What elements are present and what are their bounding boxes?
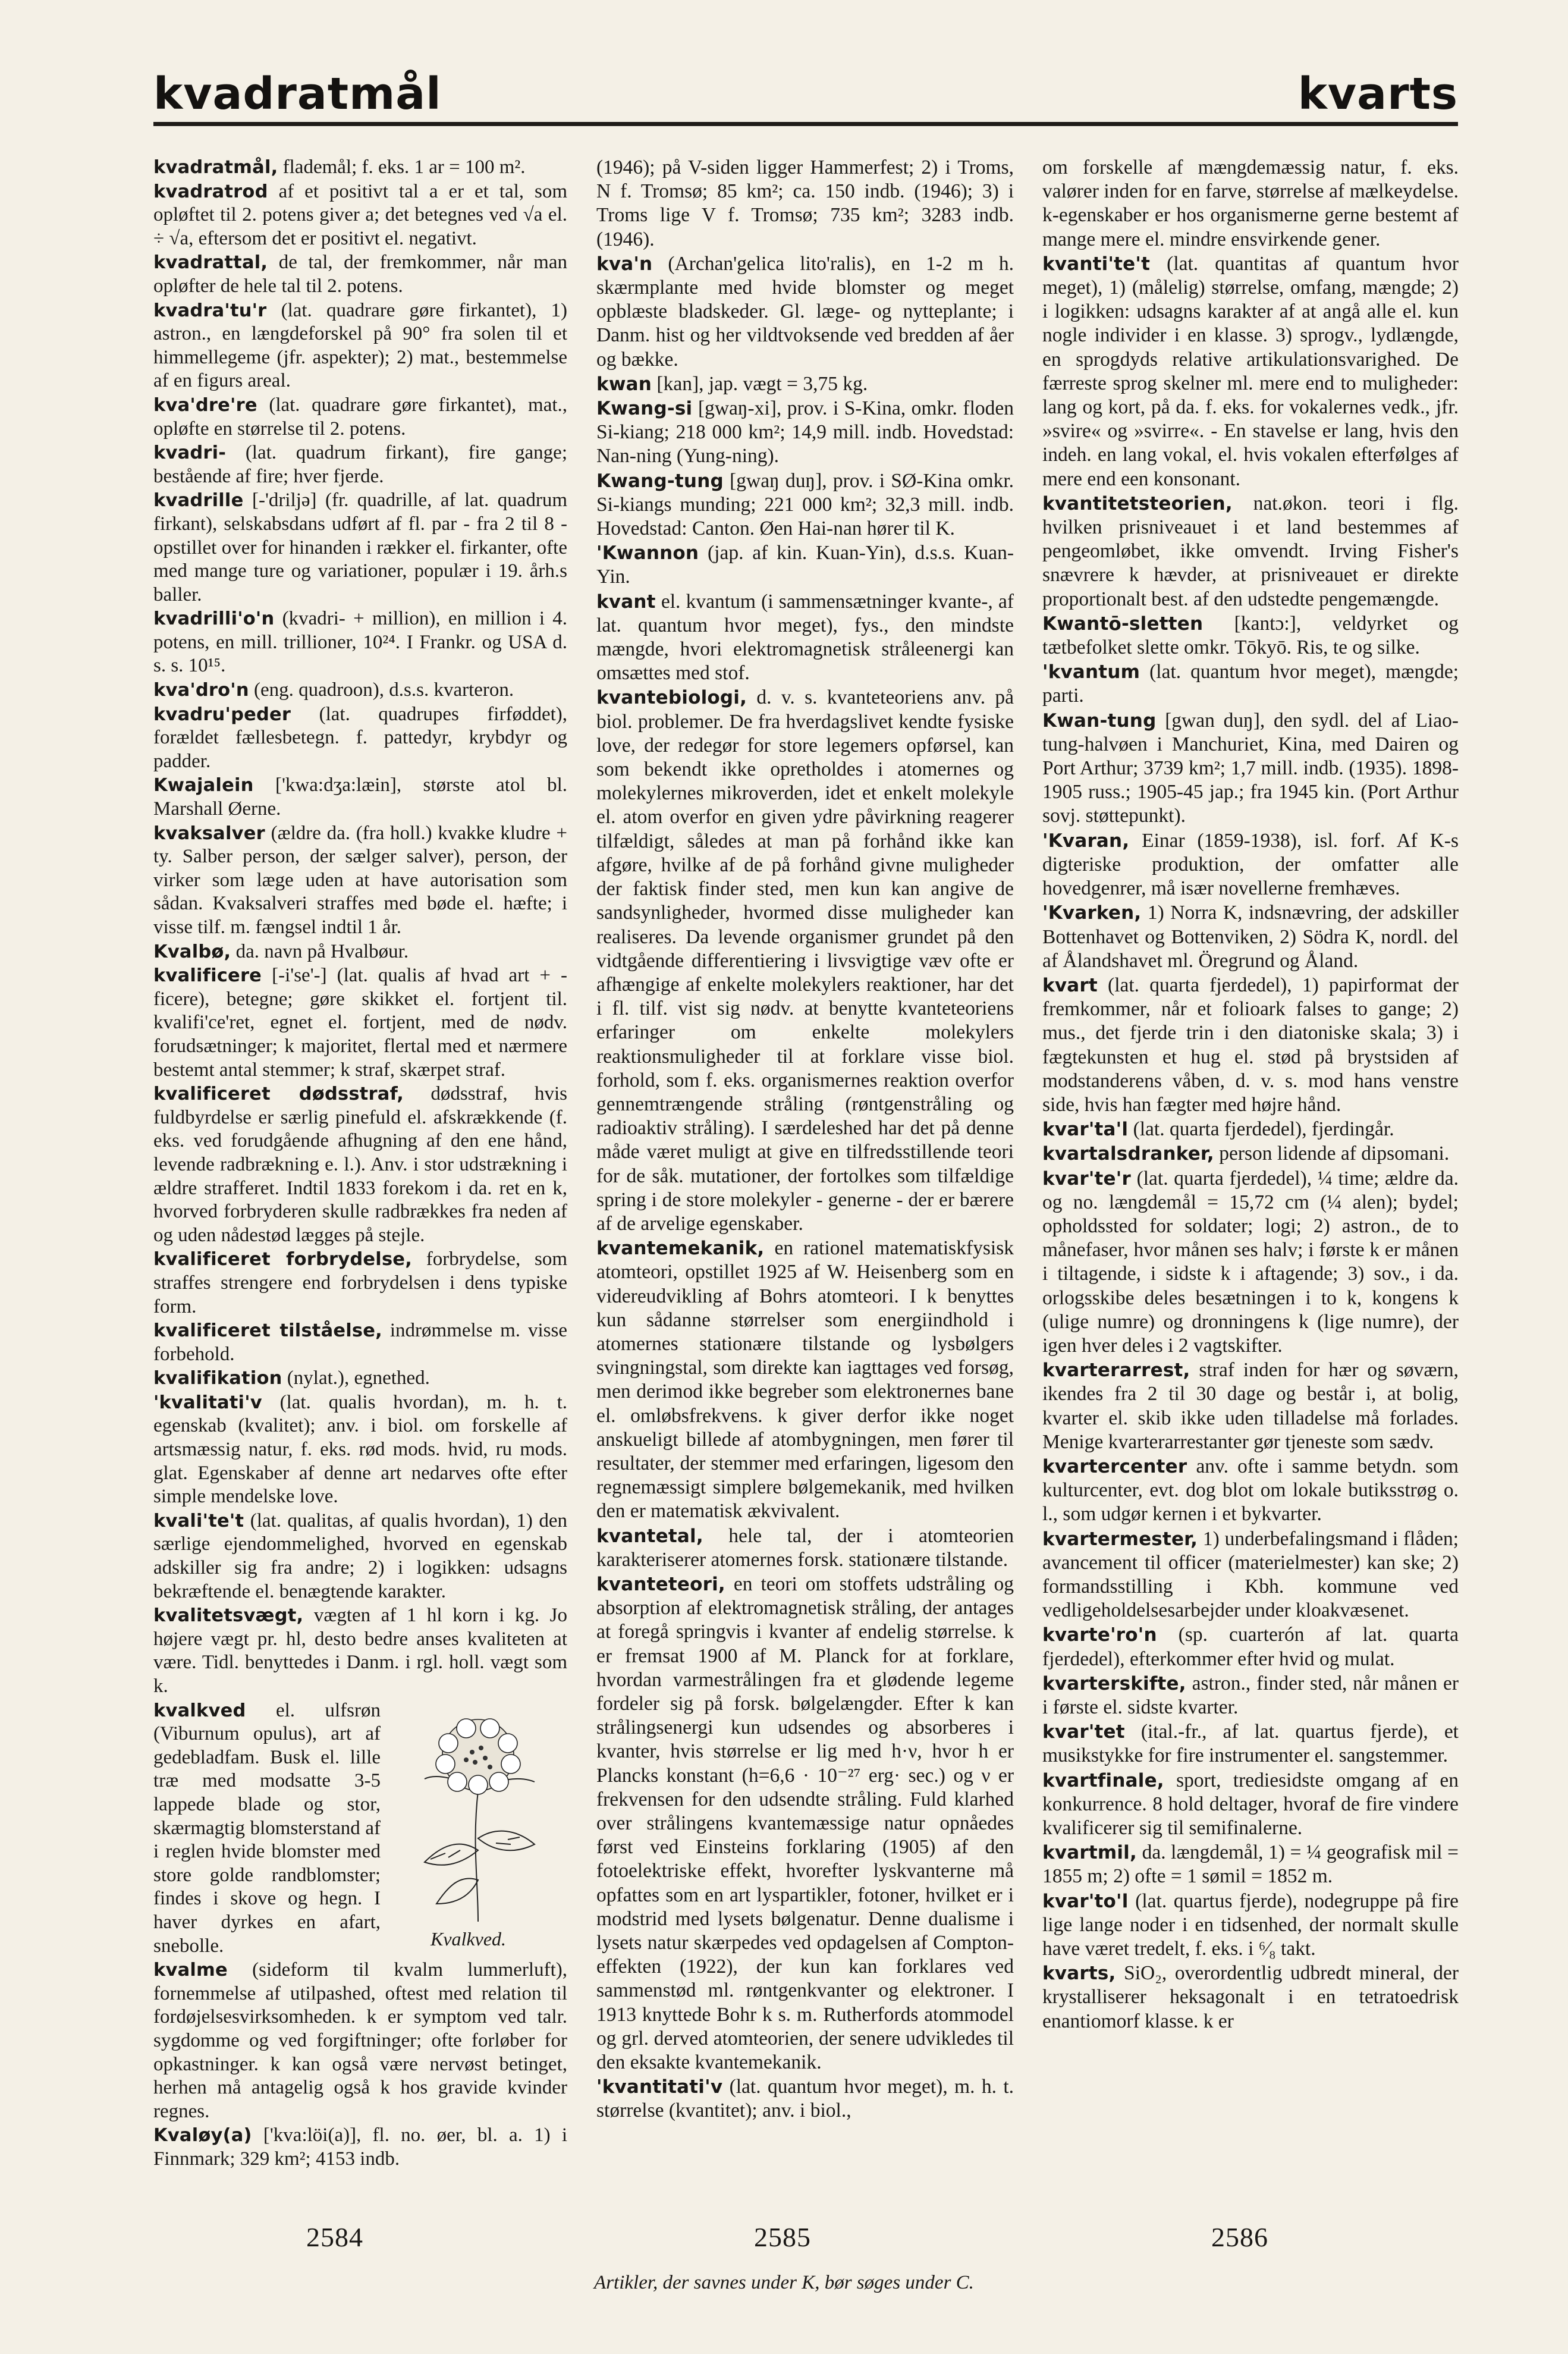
dictionary-entry — [596, 1524, 1014, 1572]
dictionary-entry — [153, 251, 567, 298]
headword: kva'dre're — [153, 394, 257, 416]
header-rule — [153, 122, 1458, 126]
entry-text: (Archan'gelica lito'ralis), en 1-2 m h. skærmplante med hvide blomster og meget opblæste bladskeder. Gl. læge- og nytteplante; i Danm. hist og her vildtvoksende ved bredden af åer og bække. — [596, 252, 1014, 371]
headword: kvalkved — [153, 1700, 246, 1721]
page-number-1: 2584 — [306, 2222, 363, 2252]
headword: kva'n — [596, 253, 653, 275]
headword: Kwantō-sletten — [1042, 613, 1204, 635]
headword: kvalificere — [153, 965, 262, 987]
column-3 — [1042, 156, 1459, 2034]
dictionary-entry — [1042, 829, 1459, 901]
headword: kvartermester, — [1042, 1528, 1198, 1550]
headword: 'Kvaran, — [1042, 830, 1130, 852]
running-head-left: kvadratmål — [153, 68, 442, 120]
entry-text: sport, trediesidste omgang af en konkurrence. 8 hold deltager, hvoraf de fire vindere kvalificerer sig til semifinalerne. — [1042, 1769, 1459, 1840]
column-1 — [153, 156, 567, 2171]
headword: kvar'to'l — [1042, 1890, 1129, 1912]
flower-icon — [389, 1702, 567, 1928]
headword: kvanteteori, — [596, 1573, 725, 1595]
dictionary-entry — [1042, 1623, 1459, 1671]
headword: Kwan-tung — [1042, 710, 1157, 732]
entry-text: nat.økon. teori i flg. hvilken prisniveauet i et land bestemmes af pengeomløbet, ikke omvendt. Irving Fisher's snævrere k hævder, at prisniveauet er direkte proportionalt best. af den udstedte pengemængde. — [1042, 492, 1459, 610]
footer-note: Artikler, der savnes under K, bør søges under C. — [594, 2272, 974, 2293]
entry-text: (kvadri- + million), en million i 4. potens, en mill. trillioner, 10²⁴. I Frankr. og USA d. s. s. 10¹⁵. — [153, 608, 567, 677]
headword: kvalificeret dødsstraf, — [153, 1084, 404, 1105]
dictionary-entry — [153, 1248, 567, 1319]
dictionary-entry — [153, 1319, 567, 1366]
dictionary-entry — [153, 703, 567, 774]
headword: kvalitetsvægt, — [153, 1605, 304, 1627]
headword: kva'dro'n — [153, 680, 249, 701]
entry-text: om forskelle af mængdemæssig natur, f. eks. valører inden for en farve, størrelse af mælkeydelse. k-egenskaber er hos organismerne gerne bestemt af mange mere el. mindre ensvirkende gener. — [1042, 156, 1459, 250]
headword: kvarterarrest, — [1042, 1360, 1190, 1382]
headword: kvalificeret tilståelse, — [153, 1320, 382, 1342]
headword: kvarterskifte, — [1042, 1672, 1186, 1694]
dictionary-entry — [1042, 1167, 1459, 1358]
headword: 'Kwannon — [596, 542, 699, 564]
dictionary-entry — [153, 964, 567, 1082]
headword: kvaksalver — [153, 823, 265, 844]
entry-text: (lat. quantum hvor meget), mængde; parti. — [1042, 661, 1459, 707]
headword: kvadri- — [153, 442, 227, 464]
headword: Kvaløy(a) — [153, 2125, 252, 2146]
entry-text: [gwaŋ-xi], prov. i S-Kina, omkr. floden Si-kiang; 218 000 km²; 14,9 mill. indb. Hovedstad: Nan-ning (Yung-ning). — [596, 397, 1014, 467]
headword: kvadrilli'o'n — [153, 608, 275, 630]
entry-text: (jap. af kin. Kuan-Yin), d.s.s. Kuan-Yin. — [596, 542, 1014, 588]
dictionary-entry — [153, 2124, 567, 2171]
entry-text: (eng. quadroon), d.s.s. kvarteron. — [254, 679, 514, 701]
dictionary-entry — [153, 1958, 567, 2123]
entry-text: (lat. quarta fjerdedel), 1) papirformat der fremkommer, når et folioark falses to gange; 2) mus., det fjerde trin i den diatoniske skala; 3) i fægtekunsten et hug el. stød på brystsiden af modstanderens våben, d. v. s. mod hans venstre side, hvis han fægter med højre hånd. — [1042, 974, 1459, 1116]
headword: Kvalbø, — [153, 941, 231, 962]
headword: kvar'ta'l — [1042, 1119, 1129, 1141]
headword: kvar'te'r — [1042, 1167, 1131, 1189]
dictionary-entry — [1042, 1720, 1459, 1768]
dictionary-entry — [153, 940, 567, 964]
dictionary-entry — [1042, 156, 1459, 252]
dictionary-entry — [153, 822, 567, 940]
headword: kvadrille — [153, 490, 244, 511]
entry-text: (lat. quartus fjerde), nodegruppe på fire lige lange noder i en tidsenhed, der normalt skulle have været tredelt, f. eks. i ⁶⁄₈ takt. — [1042, 1890, 1459, 1960]
entry-text: (nylat.), egnethed. — [287, 1367, 430, 1389]
headword: kvalificeret forbrydelse, — [153, 1249, 412, 1270]
headword: kvadru'peder — [153, 704, 291, 725]
entry-text: en rationel matematiskfysisk atomteori, opstillet 1925 af W. Heisenberg som en videreudvikling af Bohrs atomteori. I k benyttes kun sådanne størrelser som energiindhold i atomernes stationære tilstande og lysbølgers svingningstal, som direkte kan iagttages ved forsøg, men derimod ikke begreber som elektronernes bane el. omløbsfrekvens. k giver derfor ikke noget anskueligt billede af atombygningen, men fører til resultater, der stemmer med erfaringen, ligesom den regnemæssigt simplere bølgemekanik, med hvilken den er matematisk ækvivalent. — [596, 1237, 1014, 1523]
dictionary-entry — [1042, 1455, 1459, 1527]
entry-text: (lat. qualis hvordan), m. h. t. egenskab (kvalitet); anv. i biol. om forskelle af artsmæssig natur, f. eks. rød mods. hvid, ru mods. glat. Egenskaber af denne art nedarves ofte efter simple mendelske love. — [153, 1391, 567, 1508]
dictionary-entry — [1042, 901, 1459, 973]
dictionary-entry — [1042, 492, 1459, 611]
dictionary-entry — [596, 372, 1014, 396]
headword: kvart — [1042, 974, 1098, 996]
dictionary-entry — [1042, 1358, 1459, 1454]
entry-text: astron., finder sted, når månen er i første el. sidste kvarter. — [1042, 1672, 1459, 1718]
entry-text: en teori om stoffets udstråling og absorption af elektromagnetisk stråling, der antages at foregå springvis i kvanter af endelig størrelse. k er fremsat 1900 af M. Planck for at forklare, hvordan varmestrålingen fra et glødende legeme fordeler sig på forsk. bølgelængder. Efter k kan strålingsenergi kun udsendes og absorberes i kvanter, hvis størrelse er lig med h·ν, hvor h er Plancks konstant (h=6,6 · 10⁻²⁷ erg· sec.) og ν er frekvensen for den udsendte stråling. Fuld klarhed over strålingens kvantemæssige natur opnåedes først ved Einsteins forklaring (1905) af den fotoelektriske effekt, hvorefter lyskvanterne må opfattes som en art lyspartikler, fotoner, hvilket er i modstrid med lysets bølgenatur. Denne dualisme i lysets natur skærpedes ved opdagelsen af Compton-effekten (1922), der kun kan forklares ved sammenstød ml. røntgenkvanter og elektroner. I 1913 knyttede Bohr k s. m. Rutherfords atommodel og grl. derved atomteorien, der senere udvikledes til den eksakte kvantemekanik. — [596, 1573, 1014, 2074]
dictionary-entry — [153, 1082, 567, 1247]
dictionary-entry — [1042, 1527, 1459, 1623]
page-number-2: 2585 — [754, 2222, 811, 2252]
dictionary-entry — [1042, 252, 1459, 491]
dictionary-entry — [153, 180, 567, 251]
dictionary-entry — [596, 686, 1014, 1236]
entry-text: (lat. quadrum firkant), fire gange; bestående af fire; hver fjerde. — [153, 442, 567, 487]
headword: Kwang-tung — [596, 470, 724, 492]
dictionary-entry — [596, 1573, 1014, 2074]
headword: kvadrattal, — [153, 252, 268, 274]
entry-text: Einar (1859-1938), isl. forf. Af K-s digteriske produktion, der omfatter alle hovedgenrer, må især novellerne fremhæves. — [1042, 829, 1459, 900]
entry-text: (lat. quarta fjerdedel), ¼ time; ældre da. og no. længdemål = 15,72 cm (¼ alen); bydel; opholdssted for soldater; logi; 2) astron., de to månefaser, hvor månen ses halv; i første k er månen i tiltagende, i sidste k i aftagende; 3) sov., i da. orlogsskibe deles besætningen i to k, kongens k (ulige numre) og dronningens k (lige numre), der igen hver deles i 2 vagtskifter. — [1042, 1167, 1459, 1357]
entry-text: dødsstraf, hvis fuldbyrdelse er særlig pinefuld el. afskrækkende (f. eks. ved forudgående afhugning af den ene hånd, levende radbrækning e. l.). Anv. i stor udstrækning i ældre strafferet. Indtil 1833 forekom i da. ret en k, hvorved forbryderen skulle radbrækkes fra neden af og uden nådestød lægges på stejle. — [153, 1083, 567, 1246]
headword: Kwang-si — [596, 398, 693, 420]
entry-text: indrømmelse m. visse forbehold. — [153, 1320, 567, 1365]
entry-text: [-'driljə] (fr. quadrille, af lat. quadrum firkant), selskabsdans udført af fl. par - fra 2 til 8 - opstillet over for hinanden i rækker el. firkanter, ofte med mange ture og variationer, populær i 19. årh.s baller. — [153, 489, 568, 605]
dictionary-entry — [1042, 1142, 1459, 1166]
dictionary-entry — [1042, 1672, 1459, 1719]
dictionary-entry — [1042, 1890, 1459, 1961]
headword: kvartfinale, — [1042, 1769, 1164, 1791]
entry-text: 1) underbefalingsmand i flåden; avancement til officer (materielmester) kan ske; 2) formandsstilling i Kbh. kommune ved vedligeholdelsesarbejder under kloakvæsenet. — [1042, 1527, 1459, 1622]
entry-text: ['kwa:dʒa:læin], største atol bl. Marshall Øerne. — [153, 774, 567, 820]
entry-text: d. v. s. kvanteteoriens anv. på biol. problemer. De fra hverdagslivet kendte fysiske love, der redegør for store legemers opførsel, kan som bekendt ikke opretholdes i atomernes og molekylernes mikroverden, idet et enkelt molekyle el. atom overfor en given ydre påvirkning reagerer tilfældigt, således at man på forhånd ikke kan afgøre, hvilke af de på forhånd givne muligheder der faktisk finder sted, men kun kan angive de sandsynligheder, hvormed disse muligheder kan realiseres. Da levende organismer grundet på den vidtgående differentiering i livsvigtige væv ofte er afhængige af enkelte molekylers reaktioner, har det i fl. tilf. vist sig nødv. at benytte kvanteteoriens erfaringer om enkelte molekylers reaktionsmuligheder til at forklare visse biol. forhold, som f. eks. organismernes reaktion overfor gennemtrængende stråling (røntgenstråling og radioaktiv stråling). I særdeleshed har det på denne måde været muligt at give en tilfredsstillende teori for de såk. mutationer, der fortolkes som tilfældige spring i de store molekyler - generne - der er bærere af de arvelige egenskaber. — [596, 686, 1014, 1235]
dictionary-entry — [153, 1699, 567, 1958]
dictionary-entry — [1042, 974, 1459, 1117]
entry-text: SiO₂, overordentlig udbredt mineral, der krystalliserer heksagonalt i en tetratoedrisk enantiomorf klasse. k er — [1042, 1962, 1459, 2032]
headword: kwan — [596, 373, 652, 395]
entry-text: (1946); på V-siden ligger Hammerfest; 2) i Troms, N f. Tromsø; 85 km²; ca. 150 indb. (1946); 3) i Troms lige V f. Tromsø; 735 km²; 3283 indb. (1946). — [596, 156, 1014, 250]
headword: 'Kvarken, — [1042, 902, 1142, 924]
entry-text: el. kvantum (i sammensætninger kvante-, af lat. quantum hvor meget), fys., den mindste mængde, hvori elektromagnetisk stråleenergi kan omsættes med stof. — [596, 590, 1014, 685]
entry-text: ['kva:löi(a)], fl. no. øer, bl. a. 1) i Finnmark; 329 km²; 4153 indb. — [153, 2124, 567, 2170]
column-2 — [596, 156, 1014, 2124]
headword: kvar'tet — [1042, 1721, 1125, 1743]
headword: kvartercenter — [1042, 1455, 1187, 1477]
dictionary-entry — [153, 774, 567, 821]
entry-text: da. længdemål, 1) = ¼ geografisk mil = 1855 m; 2) ofte = 1 sømil = 1852 m. — [1042, 1841, 1459, 1888]
entry-text: straf inden for hær og søværn, ikendes fra 2 til 30 dage og består i, at bolig, kvarter el. skib ikke uden tilladelse må forlades. Menige kvarterarrestanter gør tjeneste som sædv. — [1042, 1359, 1459, 1453]
entry-text: (ældre da. (fra holl.) kvakke kludre + ty. Salber person, der sælger salver), person, der virker som læge uden at have autorisation som sådan. Kvaksalveri straffes med bøde el. hæfte; i visse tilf. m. fængsel indtil 1 år. — [153, 822, 568, 938]
dictionary-entry — [153, 607, 567, 678]
entry-text: (sideform til kvalm lummerluft), fornemmelse af utilpashed, oftest med relation til fordøjelsesvirksomheden. k er symptom ved talr. sygdomme og ved forgiftninger; ofte forløber for opkastninger. k kan også være nervøst betinget, herhen må antagelig også k hos gravide kvinder regnes. — [153, 1959, 567, 2122]
entry-text: (lat. quantum hvor meget), m. h. t. størrelse (kvantitet); anv. i biol., — [596, 2076, 1014, 2122]
headword: kvartalsdranker, — [1042, 1143, 1214, 1165]
entry-text: (ital.-fr., af lat. quartus fjerde), et musikstykke for fire instrumenter el. sangstemmer. — [1042, 1721, 1459, 1767]
headword: kvanti'te't — [1042, 253, 1151, 275]
entry-text: de tal, der fremkommer, når man opløfter de hele tal til 2. potens. — [153, 252, 568, 297]
entry-text: flademål; f. eks. 1 ar = 100 m². — [282, 156, 526, 178]
page-number-3: 2586 — [1211, 2222, 1268, 2252]
dictionary-entry — [153, 156, 567, 180]
illustration-caption: Kvalkved. — [431, 1928, 507, 1950]
headword: kvantetal, — [596, 1525, 703, 1547]
running-head-right: kvarts — [1297, 68, 1458, 120]
dictionary-entry — [153, 489, 567, 607]
dictionary-entry — [1042, 612, 1459, 660]
headword: kvali'te't — [153, 1510, 244, 1531]
headword: 'kvalitati'v — [153, 1392, 262, 1413]
headword: kvant — [596, 591, 656, 613]
entry-text: (lat. quarta fjerdedel), fjerdingår. — [1133, 1118, 1394, 1141]
dictionary-entry — [153, 679, 567, 702]
entry-text: [kan], jap. vægt = 3,75 kg. — [656, 372, 868, 395]
entry-text: (lat. quantitas af quantum hvor meget), 1) (målelig) størrelse, omfang, mængde; 2) i logikken: udsagns karakter af at angå alle el. kun nogle individer i en klasse. 3) sprogv., lydlængde, en sprogdyds relative artikulationsvarighed. De færreste sprog skelner ml. mere end to muligheder: lang og kort, på da. f. eks. for vokalernes vedk., jfr. »svire« og »svirre«. - En stavelse er lang, hvis den indeh. en lang vokal, el. hvis vokalen efterfølges af mere end een konsonant. — [1042, 252, 1459, 490]
entry-text: (lat. quadrare gøre firkantet), mat., opløfte en størrelse til 2. potens. — [153, 394, 568, 440]
kvalkved-illustration — [389, 1702, 567, 1951]
dictionary-entry — [596, 590, 1014, 686]
dictionary-entry — [1042, 1961, 1459, 2033]
dictionary-entry — [153, 1367, 567, 1391]
headword: kvartmil, — [1042, 1842, 1137, 1864]
dictionary-entry — [153, 299, 567, 393]
headword: kvarts, — [1042, 1963, 1116, 1985]
headword: kvantemekanik, — [596, 1238, 765, 1260]
dictionary-entry — [1042, 1118, 1459, 1141]
entry-text: [-i'se'-] (lat. qualis af hvad art + -ficere), betegne; gøre skikket el. fortjent til. kvalifi'ce'ret, egnet el. fortjent, med de nødv. forudsætninger; k majoritet, flertal med et nærmere bestemt antal stemmer; k straf, skærpet straf. — [153, 965, 568, 1081]
dictionary-entry — [153, 394, 567, 441]
dictionary-entry — [596, 469, 1014, 541]
headword: kvantebiologi, — [596, 687, 747, 709]
entry-text: anv. ofte i samme betydn. som kulturcenter, evt. dog blot om lokale butiksstrøg o. l., som udgør kernen i et bykvarter. — [1042, 1455, 1459, 1526]
dictionary-entry — [153, 1509, 567, 1603]
entry-text: (sp. cuarterón af lat. quarta fjerdedel), efterkommer efter hvid og mulat. — [1042, 1624, 1459, 1670]
entry-text: hele tal, der i atomteorien karakteriserer atomernes forsk. stationære tilstande. — [596, 1524, 1014, 1571]
entry-text: (lat. quadrupes firføddet), forældet fællesbetegn. f. pattedyr, krybdyr og padder. — [153, 703, 567, 772]
dictionary-entry — [596, 252, 1014, 372]
headword: kvadra'tu'r — [153, 300, 267, 321]
entry-text: [gwan duŋ], den sydl. del af Liao-tung-halvøen i Manchuriet, Kina, med Dairen og Port Arthur; 3739 km²; 1,7 mill. indb. (1935). 1898-1905 russ.; 1905-45 jap.; fra 1945 kin. (Port Arthur sovj. støttepunkt). — [1042, 709, 1459, 827]
entry-text: vægten af 1 hl korn i kg. Jo højere vægt pr. hl, desto bedre anses kvaliteten at være. Tidl. benyttedes i Danm. i rgl. holl. vægt som k. — [153, 1605, 567, 1697]
headword: kvarte'ro'n — [1042, 1624, 1157, 1646]
entry-text: [kantɔ:], veldyrket og tætbefolket slette omkr. Tōkyō. Ris, te og silke. — [1042, 612, 1459, 659]
entry-text: el. ulfsrøn (Viburnum opulus), art af gedebladfam. Busk el. lille træ med modsatte 3-5 lappede blade og stor, skærmagtig blomsterstand af i reglen hvide blomster med store golde randblomster; findes i skove og hegn. I haver dyrkes en afart, snebolle. — [153, 1699, 381, 1957]
entry-text: forbrydelse, som straffes strengere end forbrydelsen i dens typiske form. — [153, 1248, 567, 1317]
dictionary-entry — [596, 541, 1014, 589]
headword: 'kvantum — [1042, 661, 1140, 683]
dictionary-entry — [153, 441, 567, 488]
headword: Kwajalein — [153, 775, 254, 796]
dictionary-entry — [596, 397, 1014, 469]
dictionary-entry — [596, 2075, 1014, 2123]
dictionary-entry — [596, 156, 1014, 252]
headword: kvadratmål, — [153, 157, 278, 178]
dictionary-entry — [1042, 709, 1459, 828]
entry-text: (lat. qualitas, af qualis hvordan), 1) den særlige ejendommelighed, hvorved en egenskab adskiller sig fra andre; 2) i logikken: udsagns bekræftende el. benægtende karakter. — [153, 1509, 567, 1602]
headword: kvalifikation — [153, 1368, 282, 1389]
headword: kvalme — [153, 1960, 228, 1981]
entry-text: da. navn på Hvalbøur. — [235, 940, 409, 962]
headword: kvadratrod — [153, 181, 268, 202]
entry-text: af et positivt tal a er et tal, som opløftet til 2. potens giver a; det betegnes ved √a el. ÷ √a, eftersom det er positivt el. negativt. — [153, 180, 567, 249]
dictionary-entry — [153, 1391, 567, 1509]
dictionary-entry — [1042, 1769, 1459, 1841]
headword: 'kvantitati'v — [596, 2076, 723, 2098]
entry-text: [gwaŋ duŋ], prov. i SØ-Kina omkr. Si-kiangs munding; 221 000 km²; 32,3 mill. indb. Hovedstad: Canton. Øen Hai-nan hører til K. — [596, 469, 1014, 540]
entry-text: person lidende af dipsomani. — [1219, 1143, 1450, 1165]
dictionary-entry — [596, 1236, 1014, 1523]
headword: kvantitetsteorien, — [1042, 492, 1233, 514]
dictionary-entry — [153, 1604, 567, 1698]
dictionary-entry — [1042, 1841, 1459, 1888]
entry-text: (lat. quadrare gøre firkantet), 1) astron., en længdeforskel på 90° fra solen til et himmellegeme (jfr. aspekter); 2) mat., bestemmelse af en figurs areal. — [153, 299, 567, 392]
entry-text: 1) Norra K, indsnævring, der adskiller Bottenhavet og Bottenviken, 2) Södra K, nordl. del af Ålandshavet ml. Öregrund og Åland. — [1042, 902, 1459, 972]
dictionary-entry — [1042, 660, 1459, 708]
